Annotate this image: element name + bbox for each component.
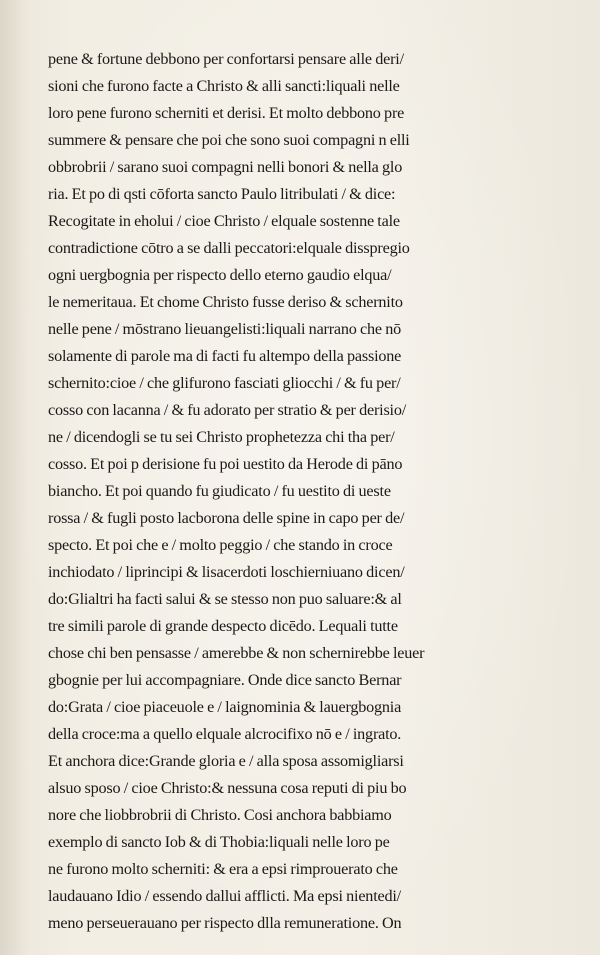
text-line: do:Grata / cioe piaceuole e / laignominia & lauergbognia — [48, 698, 402, 716]
gutter-shadow — [0, 0, 28, 955]
text-line: obbrobrii / sarano suoi compagni nelli bonori & nella glo — [48, 158, 403, 176]
text-line: della croce:ma a quello elquale alcrocifixo nō e / ingrato. — [48, 725, 402, 743]
text-line: do:Glialtri ha facti salui & se stesso non puo saluare:& al — [48, 590, 402, 608]
text-line: chose chi ben pensasse / amerebbe & non schernirebbe leuer — [48, 644, 425, 662]
text-line: cosso con lacanna / & fu adorato per stratio & per derisio/ — [48, 401, 407, 419]
text-line: cosso. Et poi p derisione fu poi uestito da Herode di pāno — [48, 455, 403, 473]
text-line: Et anchora dice:Grande gloria e / alla sposa assomigliarsi — [48, 752, 404, 770]
text-line: laudauano Idio / essendo dallui afflicti. Ma epsi nientedi/ — [48, 887, 401, 905]
text-line: inchiodato / liprincipi & lisacerdoti loschierniuano dicen/ — [48, 563, 405, 581]
text-line: alsuo sposo / cioe Christo:& nessuna cosa reputi di piu bo — [48, 779, 407, 797]
text-line: summere & pensare che poi che sono suoi compagni n elli — [48, 131, 410, 149]
text-line: biancho. Et poi quando fu giudicato / fu uestito di ueste — [48, 482, 391, 500]
text-line: sioni che furono facte a Christo & alli sancti:liquali nelle — [48, 77, 400, 95]
text-line: ogni uergbognia per rispecto dello eterno gaudio elqua/ — [48, 266, 392, 284]
text-line: nelle pene / mōstrano lieuangelisti:liquali narrano che nō — [48, 320, 402, 338]
text-line: Recogitate in eholui / cioe Christo / elquale sostenne tale — [48, 212, 400, 230]
text-line: gbognie per lui accompagniare. Onde dice sancto Bernar — [48, 671, 402, 689]
text-line: exemplo di sancto Iob & di Thobia:liquali nelle loro pe — [48, 833, 390, 851]
text-line: schernito:cioe / che glifurono fasciati gliocchi / & fu per/ — [48, 374, 401, 392]
text-line: contradictione cōtro a se dalli peccatori:elquale disspregio — [48, 239, 410, 257]
text-line: le nemeritaua. Et chome Christo fusse deriso & schernito — [48, 293, 403, 311]
text-line: specto. Et poi che e / molto peggio / che stando in croce — [48, 536, 393, 554]
text-line: loro pene furono scherniti et derisi. Et molto debbono pre — [48, 104, 405, 122]
text-line: rossa / & fugli posto lacborona delle spine in capo per de/ — [48, 509, 405, 527]
text-line: pene & fortune debbono per confortarsi pensare alle deri/ — [48, 50, 404, 68]
text-line: tre simili parole di grande despecto dicēdo. Lequali tutte — [48, 617, 398, 635]
text-line: meno perseuerauano per rispecto dlla remuneratione. On — [48, 914, 402, 932]
text-line: ria. Et po di qsti cōforta sancto Paulo litribulati / & dice: — [48, 185, 396, 203]
text-block — [48, 46, 568, 937]
text-line: ne furono molto scherniti: & era a epsi rimprouerato che — [48, 860, 398, 878]
text-line: ne / dicendogli se tu sei Christo prophetezza chi tha per/ — [48, 428, 395, 446]
text-line: solamente di parole ma di facti fu altempo della passione — [48, 347, 402, 365]
text-line: nore che liobbrobrii di Christo. Cosi anchora babbiamo — [48, 806, 392, 824]
